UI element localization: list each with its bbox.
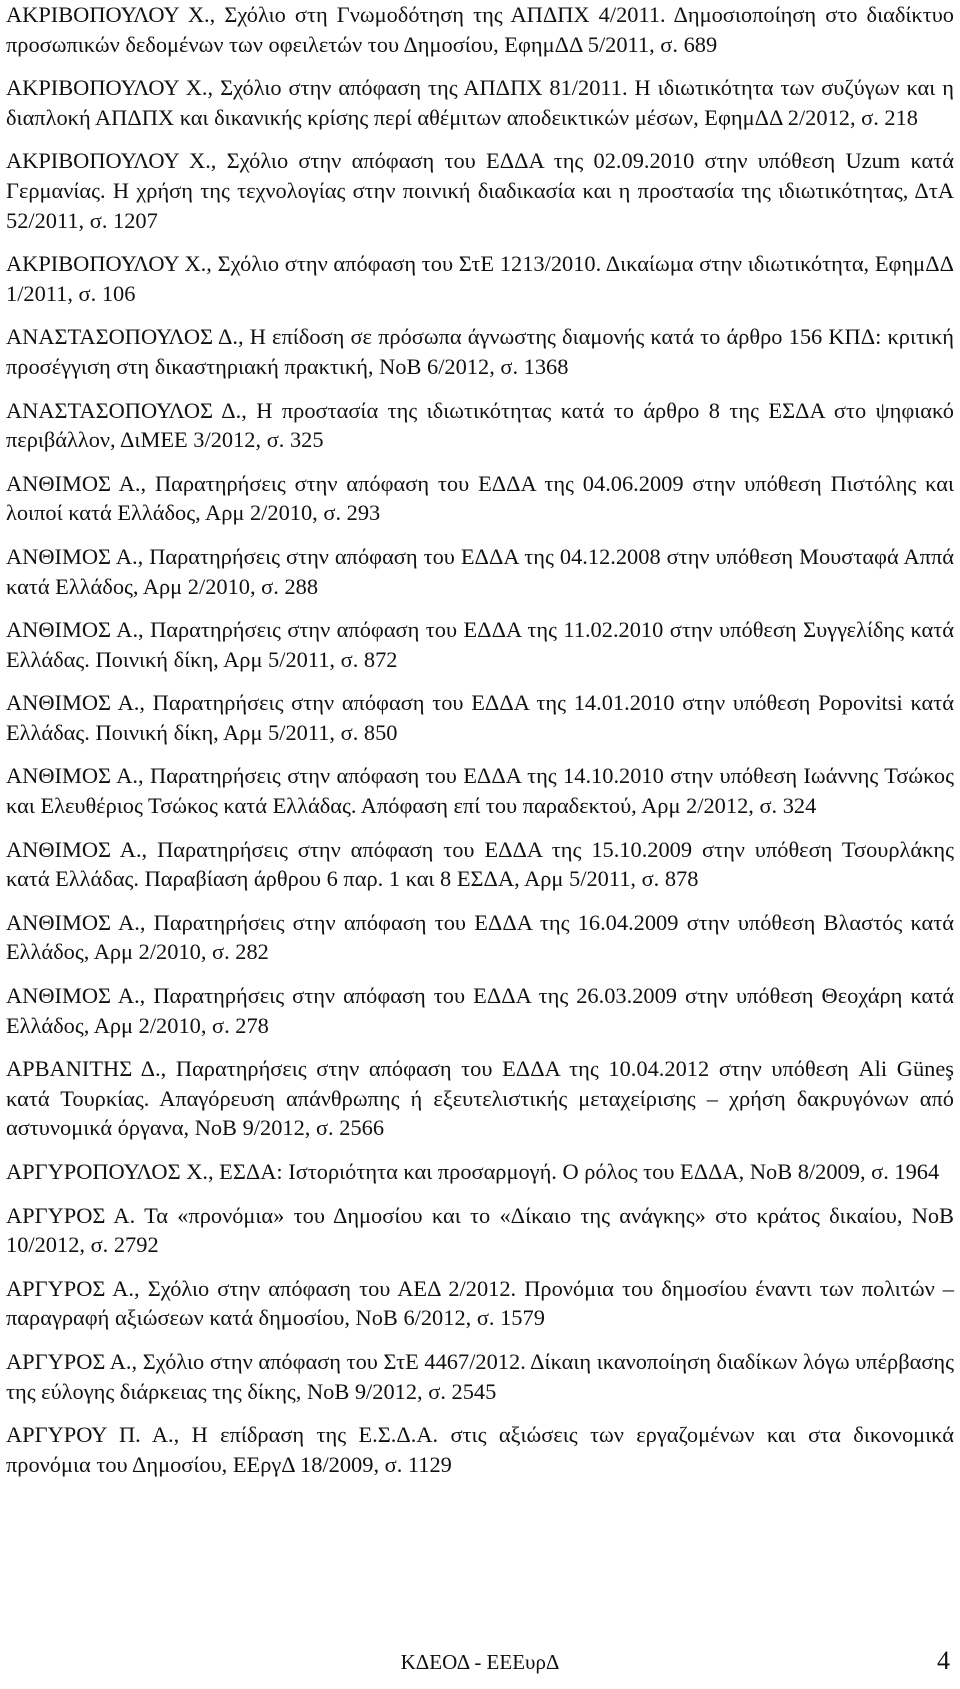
bibliography-entry: ΑΚΡΙΒΟΠΟΥΛΟΥ Χ., Σχόλιο στην απόφαση του ΣτΕ 1213/2010. Δικαίωμα στην ιδιωτικότητα, ΕφημΔΔ 1/2011, σ. 106	[6, 251, 954, 306]
bibliography-entry: ΑΝΘΙΜΟΣ Α., Παρατηρήσεις στην απόφαση του ΕΔΔΑ της 16.04.2009 στην υπόθεση Βλαστός κατά Ελλάδος, Αρμ 2/2010, σ. 282	[6, 909, 954, 965]
bibliography-entry: ΑΡΓΥΡΟΣ Α., Σχόλιο στην απόφαση του ΣτΕ 4467/2012. Δίκαιη ικανοποίηση διαδίκων λόγω υπέρβασης της εύλογης διάρκειας της δίκης, ΝοΒ 9/2012, σ. 2545	[6, 1348, 954, 1404]
bibliography-entry: ΑΝΑΣΤΑΣΟΠΟΥΛΟΣ Δ., Η επίδοση σε πρόσωπα άγνωστης διαμονής κατά το άρθρο 156 ΚΠΔ: κριτική προσέγγιση στη δικαστηριακή πρακτική, ΝοΒ 6/2012, σ. 1368	[6, 324, 954, 379]
bibliography-entry: ΑΚΡΙΒΟΠΟΥΛΟΥ Χ., Σχόλιο στην απόφαση της ΑΠΔΠΧ 81/2011. Η ιδιωτικότητα των συζύγων και η διαπλοκή ΑΠΔΠΧ και δικανικής κρίσης περί αθέμιτων αποδεικτικών μέσων, ΕφημΔΔ 2/2012, σ. 218	[6, 75, 954, 130]
bibliography-entry: ΑΝΑΣΤΑΣΟΠΟΥΛΟΣ Δ., Η προστασία της ιδιωτικότητας κατά το άρθρο 8 της ΕΣΔΑ στο ψηφιακό περιβάλλον, ΔιΜΕΕ 3/2012, σ. 325	[6, 397, 954, 453]
bibliography-entry: ΑΝΘΙΜΟΣ Α., Παρατηρήσεις στην απόφαση του ΕΔΔΑ της 11.02.2010 στην υπόθεση Συγγελίδης κατά Ελλάδας. Ποινική δίκη, Αρμ 5/2011, σ. 872	[6, 617, 954, 672]
bibliography-entry: ΑΡΓΥΡΟΠΟΥΛΟΣ Χ., ΕΣΔΑ: Ιστοριότητα και προσαρμογή. Ο ρόλος του ΕΔΔΑ, ΝοΒ 8/2009, σ. 1964	[6, 1159, 940, 1184]
bibliography-entry: ΑΚΡΙΒΟΠΟΥΛΟΥ Χ., Σχόλιο στη Γνωμοδότηση της ΑΠΔΠΧ 4/2011. Δημοσιοποίηση στο διαδίκτυο προσωπικών δεδομένων των οφειλετών του Δημοσίου, ΕφημΔΔ 5/2011, σ. 689	[6, 2, 954, 57]
bibliography-entry: ΑΝΘΙΜΟΣ Α., Παρατηρήσεις στην απόφαση του ΕΔΔΑ της 04.12.2008 στην υπόθεση Μουσταφά Αππά κατά Ελλάδος, Αρμ 2/2010, σ. 288	[6, 543, 954, 599]
bibliography-entry: ΑΝΘΙΜΟΣ Α., Παρατηρήσεις στην απόφαση του ΕΔΔΑ της 14.01.2010 στην υπόθεση Popovitsi κατά Ελλάδας. Ποινική δίκη, Αρμ 5/2011, σ. 850	[6, 690, 954, 745]
footer-label: ΚΔΕΟΔ - ΕΕΕυρΔ	[400, 1650, 560, 1674]
bibliography-entry: ΑΝΘΙΜΟΣ Α., Παρατηρήσεις στην απόφαση του ΕΔΔΑ της 14.10.2010 στην υπόθεση Ιωάννης Τσώκος και Ελευθέριος Τσώκος κατά Ελλάδας. Απόφαση επί του παραδεκτού, Αρμ 2/2012, σ. 324	[6, 763, 954, 819]
bibliography-entry: ΑΡΓΥΡΟΣ Α., Σχόλιο στην απόφαση του ΑΕΔ 2/2012. Προνόμια του δημοσίου έναντι των πολιτών – παραγραφή αξιώσεων κατά δημοσίου, ΝοΒ 6/2012, σ. 1579	[6, 1275, 954, 1331]
bibliography-entry: ΑΝΘΙΜΟΣ Α., Παρατηρήσεις στην απόφαση του ΕΔΔΑ της 04.06.2009 στην υπόθεση Πιστόλης και λοιποί κατά Ελλάδος, Αρμ 2/2010, σ. 293	[6, 470, 954, 526]
bibliography-entry: ΑΡΓΥΡΟΣ Α. Τα «προνόμια» του Δημοσίου και το «Δίκαιο της ανάγκης» στο κράτος δικαίου, ΝοΒ 10/2012, σ. 2792	[6, 1202, 954, 1258]
page-number: 4	[937, 1646, 950, 1675]
bibliography-entry: ΑΡΓΥΡΟΥ Π. Α., Η επίδραση της Ε.Σ.Δ.Α. στις αξιώσεις των εργαζομένων και στα δικονομικά προνόμια του Δημοσίου, ΕΕργΔ 18/2009, σ. 1129	[6, 1422, 954, 1477]
bibliography-entry: ΑΝΘΙΜΟΣ Α., Παρατηρήσεις στην απόφαση του ΕΔΔΑ της 26.03.2009 στην υπόθεση Θεοχάρη κατά Ελλάδος, Αρμ 2/2010, σ. 278	[6, 983, 954, 1038]
bibliography-entry: ΑΡΒΑΝΙΤΗΣ Δ., Παρατηρήσεις στην απόφαση του ΕΔΔΑ της 10.04.2012 στην υπόθεση Ali Güneş κατά Τουρκίας. Απαγόρευση απάνθρωπης ή εξευτελιστικής μεταχείρισης – χρήση δακρυγόνων από αστυνομικά όργανα, ΝοΒ 9/2012, σ. 2566	[6, 1056, 954, 1141]
bibliography-entry: ΑΚΡΙΒΟΠΟΥΛΟΥ Χ., Σχόλιο στην απόφαση του ΕΔΔΑ της 02.09.2010 στην υπόθεση Uzum κατά Γερμανίας. Η χρήση της τεχνολογίας στην ποινική διαδικασία και η προστασία της ιδιωτικότητας, ΔτΑ 52/2011, σ. 1207	[6, 148, 954, 233]
bibliography-list	[6, 0, 954, 1493]
bibliography-entry: ΑΝΘΙΜΟΣ Α., Παρατηρήσεις στην απόφαση του ΕΔΔΑ της 15.10.2009 στην υπόθεση Τσουρλάκης κατά Ελλάδας. Παραβίαση άρθρου 6 παρ. 1 και 8 ΕΣΔΑ, Αρμ 5/2011, σ. 878	[6, 836, 954, 892]
